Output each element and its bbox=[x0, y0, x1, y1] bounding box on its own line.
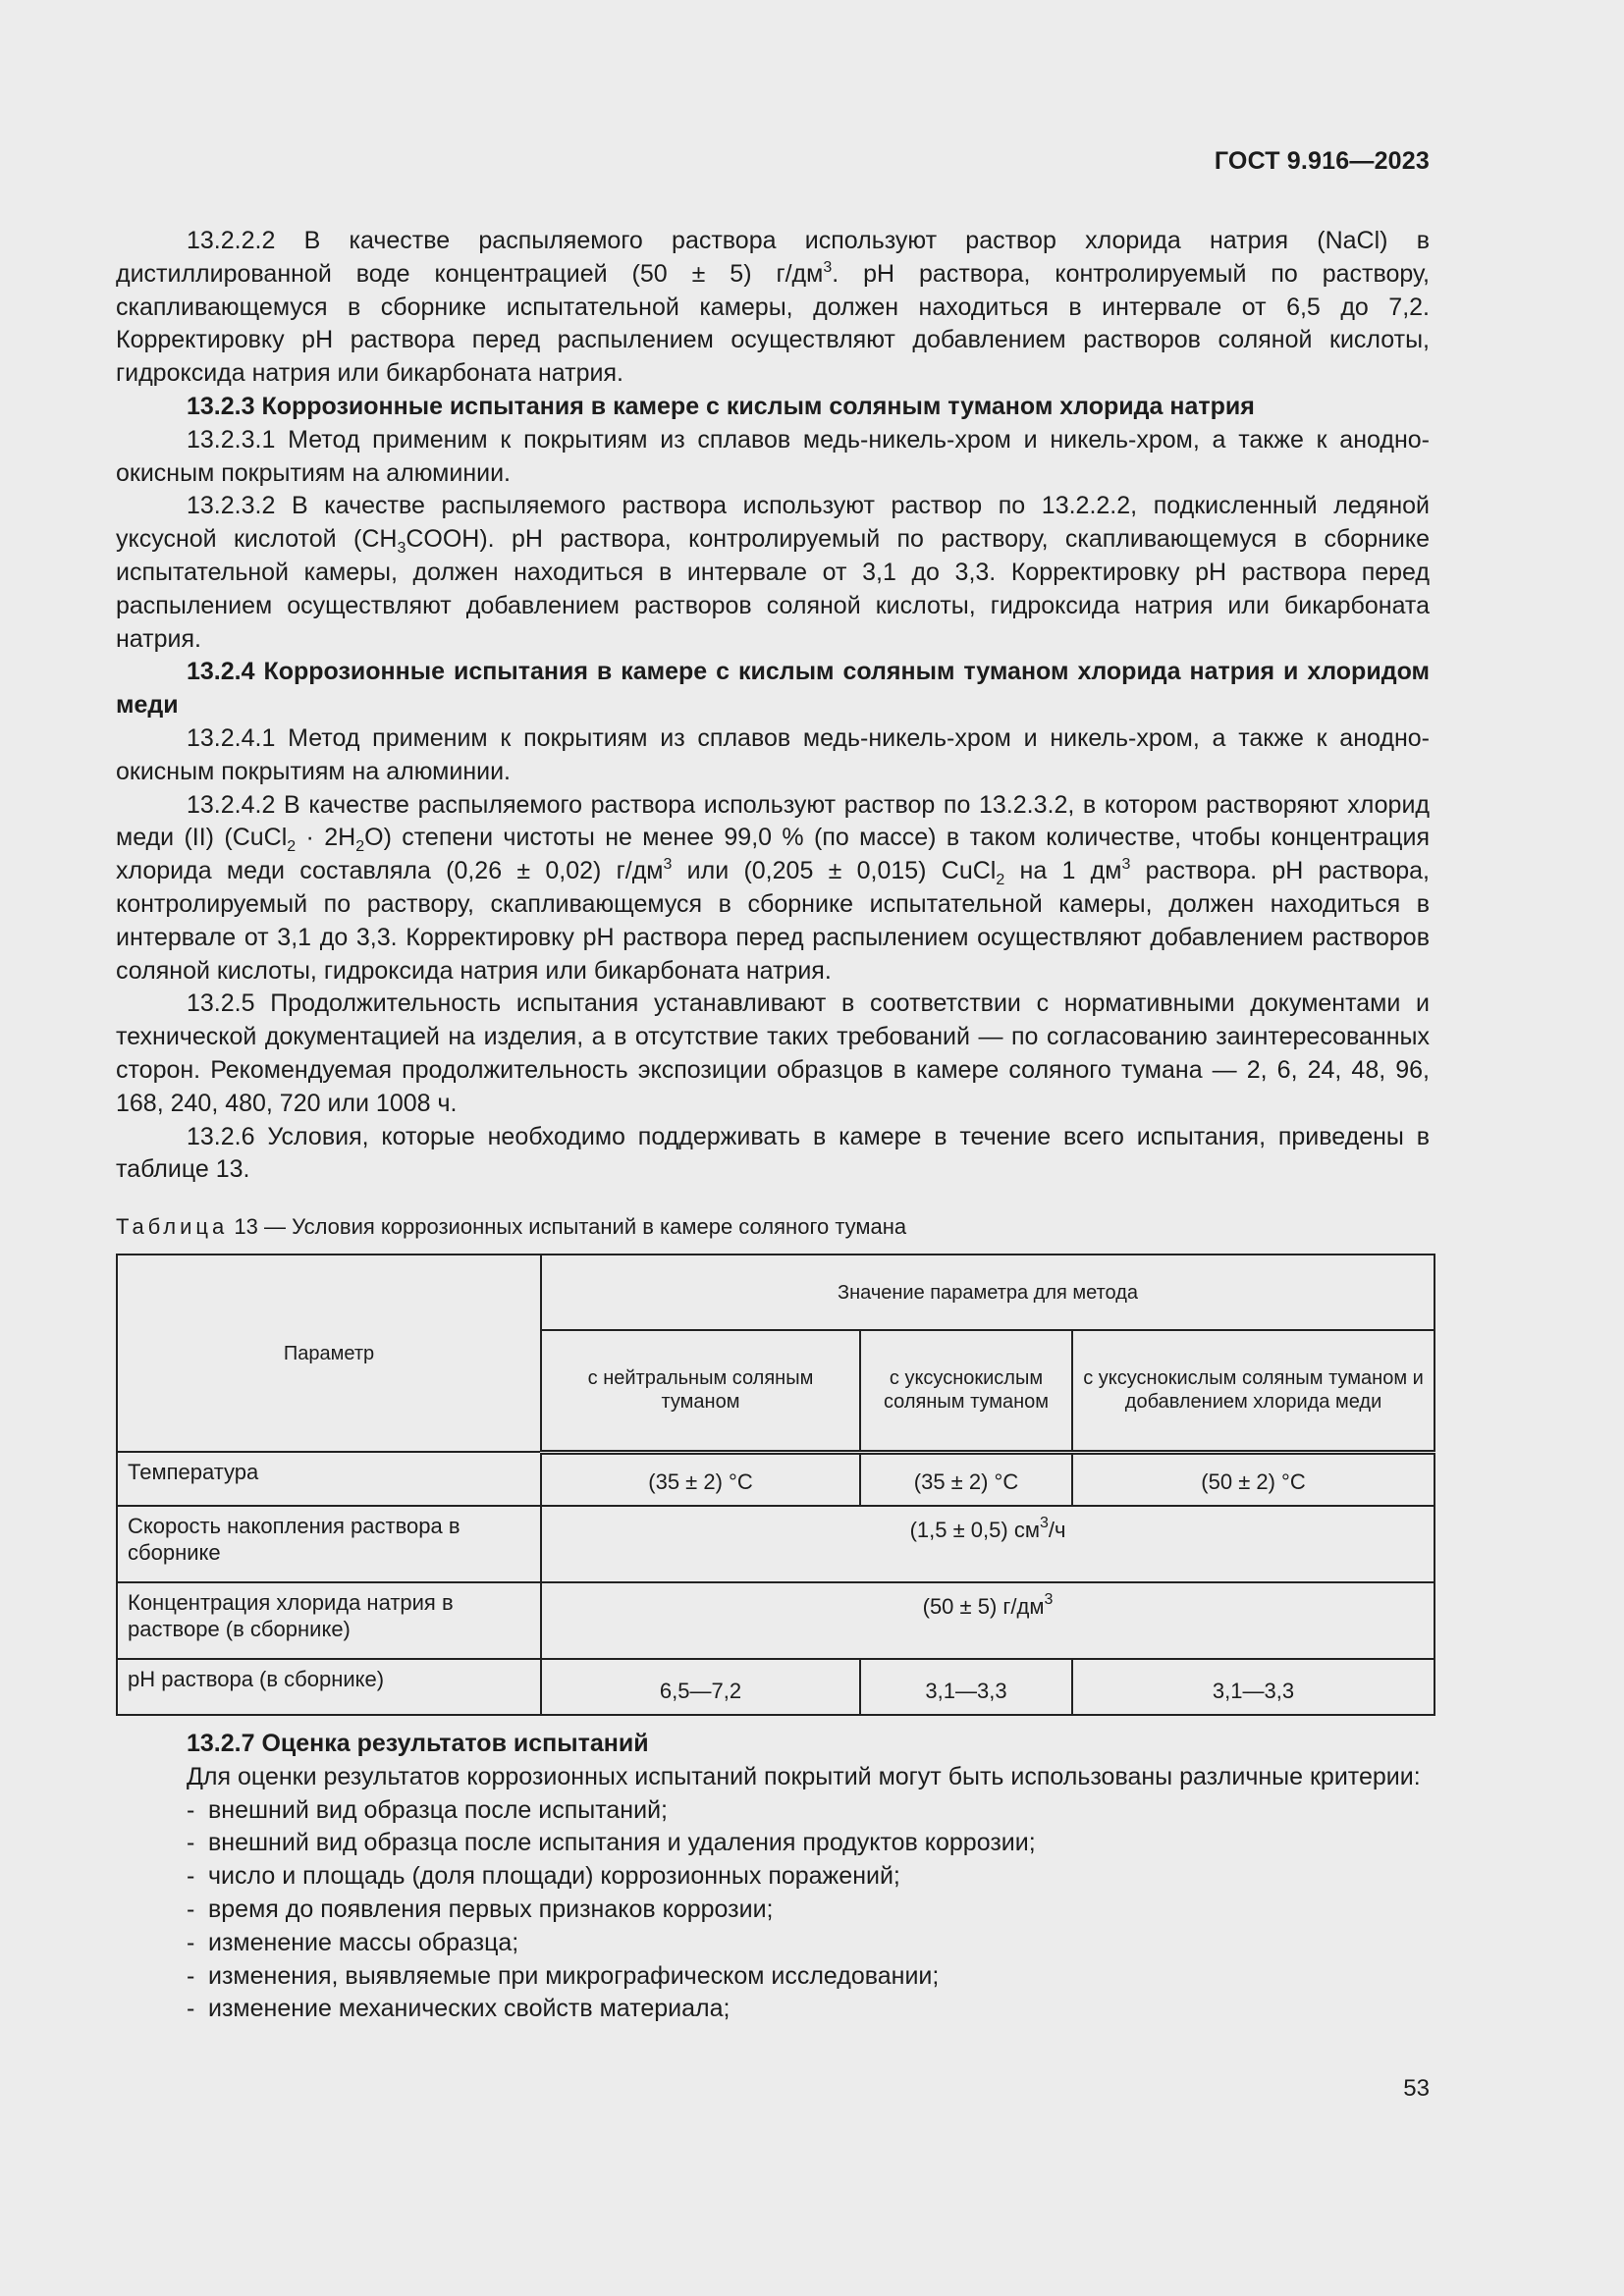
table-row bbox=[117, 1506, 1435, 1582]
document-header: ГОСТ 9.916—2023 bbox=[1214, 147, 1430, 175]
section-heading-13-2-7: 13.2.7 Оценка результатов испытаний bbox=[187, 1730, 649, 1757]
subscript: 2 bbox=[355, 838, 365, 856]
list-item-text: изменение массы образца; bbox=[208, 1928, 519, 1956]
list-item bbox=[187, 1794, 1430, 1828]
list-item bbox=[187, 1993, 1430, 2026]
text-span: 13.2.2.2 В качестве распыляемого раствора используют раствор хлорида натрия (NaCl) в дистиллированной воде концентрацией (50 ± 5) г/дм bbox=[116, 227, 1430, 288]
table-caption bbox=[116, 1213, 906, 1241]
table-header-param: Параметр bbox=[117, 1255, 541, 1452]
superscript: 3 bbox=[1039, 1515, 1049, 1531]
list-item-text: время до появления первых признаков коррозии; bbox=[208, 1895, 774, 1923]
table-cell-merged bbox=[541, 1506, 1435, 1582]
list-item-text: изменения, выявляемые при микрографическом исследовании; bbox=[208, 1961, 940, 1990]
list-marker: - bbox=[187, 1961, 195, 1990]
table-cell: 6,5—7,2 bbox=[541, 1659, 860, 1715]
list-marker: - bbox=[187, 1795, 195, 1824]
text-span: . pH раствора, контролируемый по раствору, скапливающемуся в сборнике испытательной камеры, должен находиться в интервале от 6,5 до 7,2. Корректировку pH раствора перед распылением осуществляют добавлением растворов соляной кислоты, гидроксида натрия или бикарбоната натрия. bbox=[116, 259, 1430, 388]
list-item bbox=[187, 1960, 1430, 1994]
text-span: на 1 дм bbox=[1004, 857, 1122, 885]
list-item bbox=[187, 1894, 1430, 1927]
table-header-neutral: с нейтральным соляным туманом bbox=[541, 1330, 860, 1452]
table-row bbox=[117, 1659, 1435, 1715]
section-heading-13-2-3: 13.2.3 Коррозионные испытания в камере с кислым соляным туманом хлорида натрия bbox=[187, 392, 1255, 420]
text-span: раствора. pH раствора, контролируемый по раствору, скапливающемуся в сборнике испытательной камеры, должен находиться в интервале от 3,1 до 3,3. Корректировку pH раствора перед распылением осуществляют добавлением растворов соляной кислоты, гидроксида натрия или бикарбоната натрия. bbox=[116, 857, 1430, 985]
list-item-text: внешний вид образца после испытания и удаления продуктов коррозии; bbox=[208, 1829, 1036, 1857]
table-cell-merged bbox=[541, 1582, 1435, 1659]
section-heading-13-2-4: 13.2.4 Коррозионные испытания в камере с кислым соляным туманом хлорида натрия и хлоридом меди bbox=[116, 658, 1430, 720]
table-header-acetic: с уксуснокислым соляным туманом bbox=[860, 1330, 1072, 1452]
paragraph-13-2-5: 13.2.5 Продолжительность испытания устанавливают в соответствии с нормативными документами и технической документацией на изделия, а в отсутствие таких требований — по согласованию заинтересованных сторон. Рекомендуемая продолжительность экспозиции образцов в камере соляного тумана — 2, 6, 24, 48, 96, 168, 240, 480, 720 или 1008 ч. bbox=[116, 989, 1430, 1117]
subscript: 2 bbox=[996, 872, 1005, 889]
text-span: O) степени чистоты не менее 99,0 % (по массе) в таком количестве, чтобы концентрация хлорида меди составляла (0,26 ± 0,02) г/дм bbox=[116, 824, 1430, 885]
text-span: (1,5 ± 0,5) см bbox=[909, 1518, 1040, 1542]
subscript: 2 bbox=[287, 838, 297, 856]
text-span: 13.2.3.2 В качестве распыляемого раствора используют раствор по 13.2.2.2, подкисленный ледяной уксусной кислотой (CH bbox=[116, 492, 1430, 554]
table-cell: 3,1—3,3 bbox=[1072, 1659, 1435, 1715]
table-row bbox=[117, 1582, 1435, 1659]
table-cell: (50 ± 2) °C bbox=[1072, 1452, 1435, 1506]
superscript: 3 bbox=[823, 258, 833, 276]
text-after-table bbox=[116, 1728, 1430, 2026]
table-13 bbox=[116, 1254, 1435, 1716]
superscript: 3 bbox=[1121, 856, 1131, 874]
text-span: или (0,205 ± 0,015) CuCl bbox=[672, 857, 997, 885]
table-cell: (35 ± 2) °C bbox=[541, 1452, 860, 1506]
table-cell-param: Концентрация хлорида натрия в растворе (в сборнике) bbox=[117, 1582, 541, 1659]
list-marker: - bbox=[187, 1895, 195, 1923]
superscript: 3 bbox=[663, 856, 673, 874]
text-span: (50 ± 5) г/дм bbox=[922, 1594, 1045, 1619]
table-cell-param: Скорость накопления раствора в сборнике bbox=[117, 1506, 541, 1582]
list-item-text: изменение механических свойств материала; bbox=[208, 1995, 731, 2023]
table-cell-param: Температура bbox=[117, 1452, 541, 1506]
table-caption-word: Таблица bbox=[116, 1214, 229, 1239]
list-item bbox=[187, 1927, 1430, 1960]
list-item bbox=[187, 1860, 1430, 1894]
list-item bbox=[187, 1827, 1430, 1860]
text-span: COOH). pH раствора, контролируемый по раствору, скапливающемуся в сборнике испытательной камеры, должен находиться в интервале от 3,1 до 3,3. Корректировку pH раствора перед распылением осуществляют добавлением растворов соляной кислоты, гидроксида натрия или бикарбоната натрия. bbox=[116, 525, 1430, 653]
table-cell: (35 ± 2) °C bbox=[860, 1452, 1072, 1506]
superscript: 3 bbox=[1044, 1591, 1054, 1608]
table-header-group: Значение параметра для метода bbox=[541, 1255, 1435, 1330]
list-marker: - bbox=[187, 1829, 195, 1857]
list-item-text: число и площадь (доля площади) коррозионных поражений; bbox=[208, 1862, 900, 1891]
table-caption-text: 13 — Условия коррозионных испытаний в камере соляного тумана bbox=[228, 1214, 907, 1239]
text-span: /ч bbox=[1048, 1518, 1066, 1542]
table-row bbox=[117, 1452, 1435, 1506]
paragraph-13-2-2-2 bbox=[116, 225, 1430, 391]
paragraph-criteria-intro: Для оценки результатов коррозионных испытаний покрытий могут быть использованы различные критерии: bbox=[187, 1762, 1421, 1790]
list-marker: - bbox=[187, 1995, 195, 2023]
table-cell-param: pH раствора (в сборнике) bbox=[117, 1659, 541, 1715]
table-header-acetic-copper: с уксуснокислым соляным туманом и добавлением хлорида меди bbox=[1072, 1330, 1435, 1452]
page-number: 53 bbox=[1403, 2075, 1430, 2102]
criteria-list bbox=[116, 1794, 1430, 2027]
table-cell: 3,1—3,3 bbox=[860, 1659, 1072, 1715]
paragraph-13-2-4-1: 13.2.4.1 Метод применим к покрытиям из сплавов медь-никель-хром и никель-хром, а также к анодно-окисным покрытиям на алюминии. bbox=[116, 723, 1430, 785]
paragraph-13-2-4-2 bbox=[116, 789, 1430, 988]
subscript: 3 bbox=[397, 540, 406, 558]
paragraph-13-2-3-1: 13.2.3.1 Метод применим к покрытиям из сплавов медь-никель-хром и никель-хром, а также к анодно-окисным покрытиям на алюминии. bbox=[116, 425, 1430, 487]
list-marker: - bbox=[187, 1862, 195, 1891]
list-marker: - bbox=[187, 1928, 195, 1956]
paragraph-13-2-6: 13.2.6 Условия, которые необходимо поддерживать в камере в течение всего испытания, приведены в таблице 13. bbox=[116, 1122, 1430, 1184]
text-span: 13.2.4.2 В качестве распыляемого раствора используют раствор по 13.2.3.2, в котором растворяют хлорид меди (II) (CuCl bbox=[116, 790, 1430, 852]
paragraph-13-2-3-2 bbox=[116, 490, 1430, 656]
main-text bbox=[116, 225, 1430, 1187]
list-item-text: внешний вид образца после испытаний; bbox=[208, 1795, 668, 1824]
text-span: · 2H bbox=[296, 824, 356, 852]
